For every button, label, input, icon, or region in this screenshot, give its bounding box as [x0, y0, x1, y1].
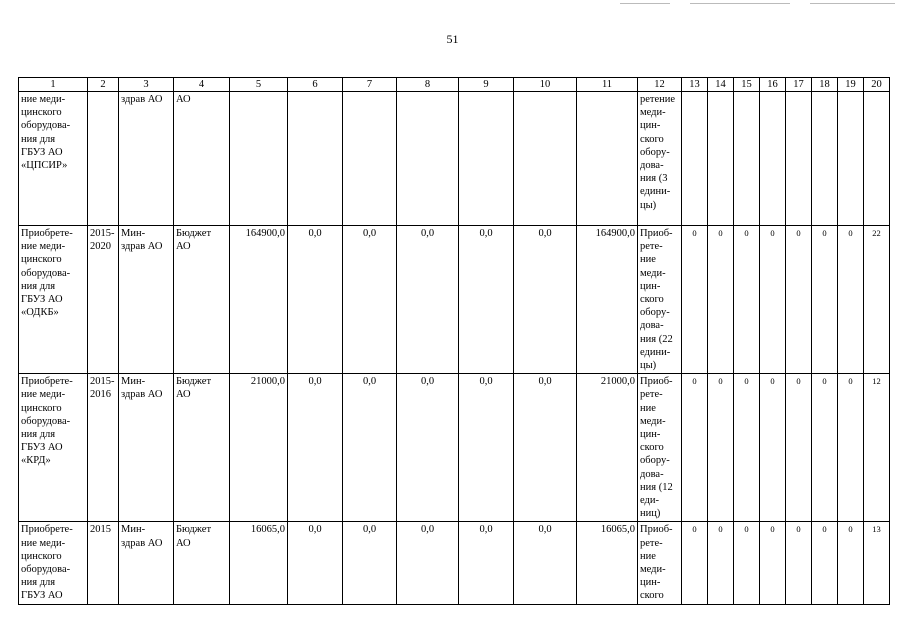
cell-total: 21000,0 [230, 374, 288, 522]
table-row [19, 226, 890, 374]
cell-col15: 0 [734, 226, 760, 374]
cell-activity-name: ние меди- цинского оборудова- ния для ГБУЗ АО «ЦПСИР» [19, 92, 88, 226]
cell-indicator: Приоб- рете- ние меди- цин- ского обору- дова- ния (12 еди- ниц) [638, 374, 682, 522]
scan-artifact-line [620, 3, 670, 4]
cell-col20: 22 [864, 226, 890, 374]
cell-indicator: Приоб- рете- ние меди- цин- ского [638, 522, 682, 605]
cell-col20: 13 [864, 522, 890, 605]
column-header: 1 [19, 78, 88, 92]
cell-2018: 0,0 [459, 374, 514, 522]
header-row [19, 78, 890, 92]
cell-2019: 0,0 [514, 226, 577, 374]
cell-activity-name: Приобрете- ние меди- цинского оборудова- ния для ГБУЗ АО «КРД» [19, 374, 88, 522]
column-header: 15 [734, 78, 760, 92]
cell-2019: 0,0 [514, 522, 577, 605]
column-header: 17 [786, 78, 812, 92]
cell-col16: 0 [760, 522, 786, 605]
scan-artifact-line [810, 3, 895, 4]
cell-2017 [397, 92, 459, 226]
scan-artifact-line [690, 3, 790, 4]
cell-col20: 12 [864, 374, 890, 522]
column-header: 7 [343, 78, 397, 92]
column-header: 5 [230, 78, 288, 92]
page-number: 51 [446, 32, 459, 46]
cell-col13: 0 [682, 226, 708, 374]
table-row [19, 522, 890, 605]
column-header: 10 [514, 78, 577, 92]
cell-col14: 0 [708, 226, 734, 374]
cell-2017: 0,0 [397, 522, 459, 605]
cell-col16: 0 [760, 374, 786, 522]
cell-2018 [459, 92, 514, 226]
cell-activity-name: Приобрете- ние меди- цинского оборудова- ния для ГБУЗ АО [19, 522, 88, 605]
cell-col17: 0 [786, 374, 812, 522]
cell-period: 2015- 2020 [88, 226, 119, 374]
cell-2015 [288, 92, 343, 226]
cell-col19: 0 [838, 374, 864, 522]
cell-period [88, 92, 119, 226]
column-header: 20 [864, 78, 890, 92]
column-header: 19 [838, 78, 864, 92]
cell-period: 2015- 2016 [88, 374, 119, 522]
cell-2020: 16065,0 [577, 522, 638, 605]
cell-funding-source: Бюджет АО [174, 226, 230, 374]
cell-executor: здрав АО [119, 92, 174, 226]
column-header: 4 [174, 78, 230, 92]
cell-col18: 0 [812, 374, 838, 522]
cell-col15: 0 [734, 374, 760, 522]
cell-col15: 0 [734, 522, 760, 605]
cell-total: 164900,0 [230, 226, 288, 374]
cell-2015: 0,0 [288, 522, 343, 605]
column-header: 2 [88, 78, 119, 92]
cell-indicator: Приоб- рете- ние меди- цин- ского обору- дова- ния (22 едини- цы) [638, 226, 682, 374]
cell-2018: 0,0 [459, 522, 514, 605]
cell-col16 [760, 92, 786, 226]
cell-col16: 0 [760, 226, 786, 374]
cell-col19: 0 [838, 226, 864, 374]
column-header: 13 [682, 78, 708, 92]
cell-col17 [786, 92, 812, 226]
cell-col17: 0 [786, 522, 812, 605]
cell-2016: 0,0 [343, 226, 397, 374]
cell-total [230, 92, 288, 226]
cell-col19: 0 [838, 522, 864, 605]
cell-col13: 0 [682, 522, 708, 605]
column-header: 3 [119, 78, 174, 92]
cell-2017: 0,0 [397, 374, 459, 522]
cell-indicator: ретение меди- цин- ского обору- дова- ния (3 едини- цы) [638, 92, 682, 226]
cell-col14: 0 [708, 522, 734, 605]
cell-2016: 0,0 [343, 522, 397, 605]
cell-total: 16065,0 [230, 522, 288, 605]
cell-executor: Мин- здрав АО [119, 374, 174, 522]
cell-col14 [708, 92, 734, 226]
column-header: 8 [397, 78, 459, 92]
column-header: 14 [708, 78, 734, 92]
cell-col13: 0 [682, 374, 708, 522]
cell-activity-name: Приобрете- ние меди- цинского оборудова- ния для ГБУЗ АО «ОДКБ» [19, 226, 88, 374]
cell-col17: 0 [786, 226, 812, 374]
cell-2016 [343, 92, 397, 226]
cell-col18 [812, 92, 838, 226]
column-header: 16 [760, 78, 786, 92]
cell-col14: 0 [708, 374, 734, 522]
cell-2019: 0,0 [514, 374, 577, 522]
cell-executor: Мин- здрав АО [119, 522, 174, 605]
cell-col15 [734, 92, 760, 226]
cell-2019 [514, 92, 577, 226]
cell-funding-source: Бюджет АО [174, 374, 230, 522]
cell-2016: 0,0 [343, 374, 397, 522]
cell-col13 [682, 92, 708, 226]
cell-2020: 164900,0 [577, 226, 638, 374]
cell-period: 2015 [88, 522, 119, 605]
column-header: 11 [577, 78, 638, 92]
cell-funding-source: Бюджет АО [174, 522, 230, 605]
cell-2015: 0,0 [288, 226, 343, 374]
cell-col19 [838, 92, 864, 226]
cell-executor: Мин- здрав АО [119, 226, 174, 374]
table-row [19, 374, 890, 522]
column-header: 12 [638, 78, 682, 92]
cell-col18: 0 [812, 522, 838, 605]
cell-2015: 0,0 [288, 374, 343, 522]
cell-2020: 21000,0 [577, 374, 638, 522]
cell-2017: 0,0 [397, 226, 459, 374]
cell-2020 [577, 92, 638, 226]
cell-2018: 0,0 [459, 226, 514, 374]
table-row [19, 92, 890, 226]
cell-funding-source: АО [174, 92, 230, 226]
column-header: 9 [459, 78, 514, 92]
cell-col20 [864, 92, 890, 226]
cell-col18: 0 [812, 226, 838, 374]
column-header: 6 [288, 78, 343, 92]
column-header: 18 [812, 78, 838, 92]
program-table [18, 77, 890, 605]
